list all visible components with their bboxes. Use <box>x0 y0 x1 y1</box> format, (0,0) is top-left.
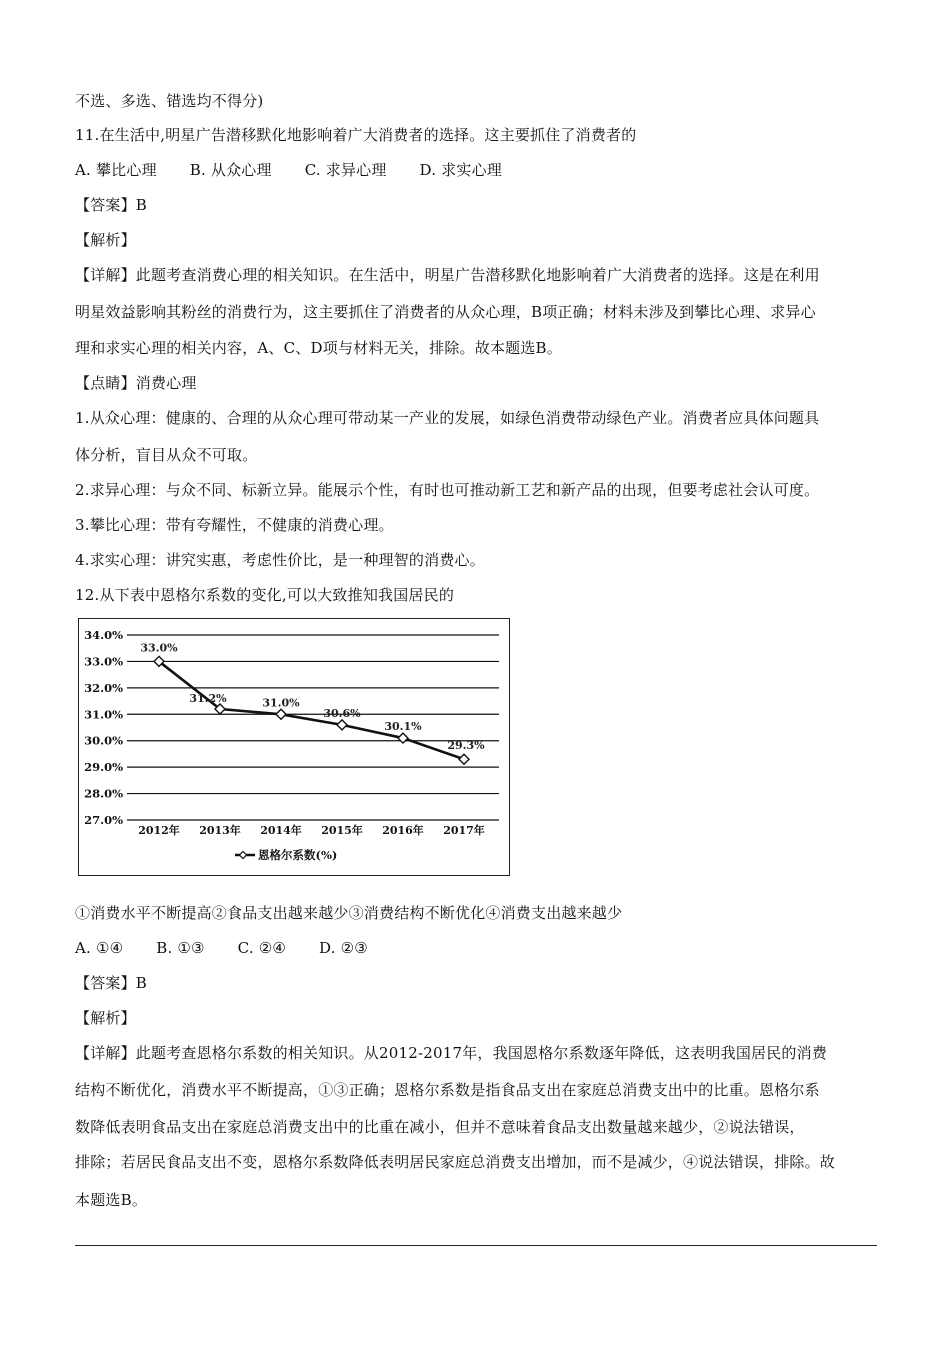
series-line <box>159 661 464 759</box>
question-12-detail: 结构不断优化，消费水平不断提高，①③正确；恩格尔系数是指食品支出在家庭总消费支出中的比重。恩格尔系 <box>75 1081 820 1099</box>
question-12-detail: 排除；若居民食品支出不变，恩格尔系数降低表明居民家庭总消费支出增加，而不是减少，④说法错误，排除。故 <box>75 1153 836 1171</box>
x-tick-label: 2012年 <box>138 824 180 837</box>
question-12-statements: ①消费水平不断提高②食品支出越来越少③消费结构不断优化④消费支出越来越少 <box>75 904 623 922</box>
option-b: B. ①③ <box>156 939 205 957</box>
x-tick-label: 2013年 <box>199 824 241 837</box>
data-point-marker <box>276 709 286 719</box>
tip-item: 2.求异心理：与众不同、标新立异。能展示个性，有时也可推动新工艺和新产品的出现，但要考虑社会认可度。 <box>75 481 820 499</box>
option-c: C. ②④ <box>237 939 287 957</box>
y-tick-label: 31.0% <box>84 707 123 722</box>
tip-item: 3.攀比心理：带有夸耀性，不健康的消费心理。 <box>75 516 394 534</box>
question-11-detail: 明星效益影响其粉丝的消费行为，这主要抓住了消费者的从众心理，B项正确；材料未涉及到攀比心理、求异心 <box>75 303 816 321</box>
data-label: 31.2% <box>189 692 227 705</box>
question-12-detail: 数降低表明食品支出在家庭总消费支出中的比重在减小，但并不意味着食品支出数量越来越少，②说法错误， <box>75 1118 805 1136</box>
legend-marker <box>240 852 247 859</box>
chart-canvas <box>79 619 511 877</box>
data-label: 33.0% <box>140 641 178 655</box>
y-tick-label: 30.0% <box>84 733 123 748</box>
question-11-answer: 【答案】B <box>75 196 148 214</box>
y-tick-label: 28.0% <box>84 786 123 801</box>
x-tick-label: 2016年 <box>382 824 424 837</box>
data-point-marker <box>398 733 408 743</box>
data-label: 30.6% <box>323 706 361 720</box>
question-12-answer: 【答案】B <box>75 974 148 992</box>
option-b: B. 从众心理 <box>189 161 272 179</box>
question-12-options <box>75 938 396 958</box>
x-tick-label: 2014年 <box>260 824 302 837</box>
y-tick-label: 27.0% <box>84 813 123 827</box>
data-label: 29.3% <box>447 739 485 753</box>
question-12-analysis-heading: 【解析】 <box>75 1009 136 1027</box>
data-label: 30.1% <box>384 720 422 734</box>
question-11: 11.在生活中,明星广告潜移默化地影响着广大消费者的选择。这主要抓住了消费者的 <box>75 126 637 144</box>
data-point-marker <box>337 720 347 730</box>
option-d: D. 求实心理 <box>419 161 502 179</box>
y-tick-label: 33.0% <box>84 654 123 669</box>
page-footer-rule <box>75 1245 877 1246</box>
y-tick-label: 32.0% <box>84 680 123 695</box>
data-point-marker <box>459 754 469 764</box>
option-a: A. 攀比心理 <box>75 161 157 179</box>
y-tick-label: 29.0% <box>84 760 123 775</box>
question-12-detail: 【详解】此题考查恩格尔系数的相关知识。从2012-2017年，我国恩格尔系数逐年降低，这表明我国居民的消费 <box>75 1044 828 1062</box>
question-11-tip-heading: 【点睛】消费心理 <box>75 374 197 392</box>
question-11-options <box>75 160 530 180</box>
legend-label: 恩格尔系数(%) <box>258 848 338 862</box>
x-tick-label: 2015年 <box>321 824 363 837</box>
tip-item: 体分析，盲目从众不可取。 <box>75 446 258 464</box>
option-c: C. 求异心理 <box>304 161 387 179</box>
y-tick-label: 34.0% <box>84 628 123 642</box>
x-tick-label: 2017年 <box>443 824 485 837</box>
engel-coefficient-chart <box>78 618 510 876</box>
data-label: 31.0% <box>262 696 300 710</box>
tip-item: 4.求实心理：讲究实惠，考虑性价比，是一种理智的消费心。 <box>75 551 485 569</box>
question-12-detail: 本题选B。 <box>75 1191 148 1209</box>
question-11-detail: 【详解】此题考查消费心理的相关知识。在生活中，明星广告潜移默化地影响着广大消费者的选择。这是在利用 <box>75 266 820 284</box>
option-a: A. ①④ <box>75 939 124 957</box>
option-d: D. ②③ <box>319 939 368 957</box>
question-12: 12.从下表中恩格尔系数的变化,可以大致推知我国居民的 <box>75 586 455 604</box>
tip-item: 1.从众心理：健康的、合理的从众心理可带动某一产业的发展，如绿色消费带动绿色产业。消费者应具体问题具 <box>75 409 820 427</box>
instruction-text: 不选、多选、错选均不得分) <box>75 92 264 110</box>
question-11-analysis-heading: 【解析】 <box>75 231 136 249</box>
question-11-detail: 理和求实心理的相关内容，A、C、D项与材料无关，排除。故本题选B。 <box>75 339 562 357</box>
